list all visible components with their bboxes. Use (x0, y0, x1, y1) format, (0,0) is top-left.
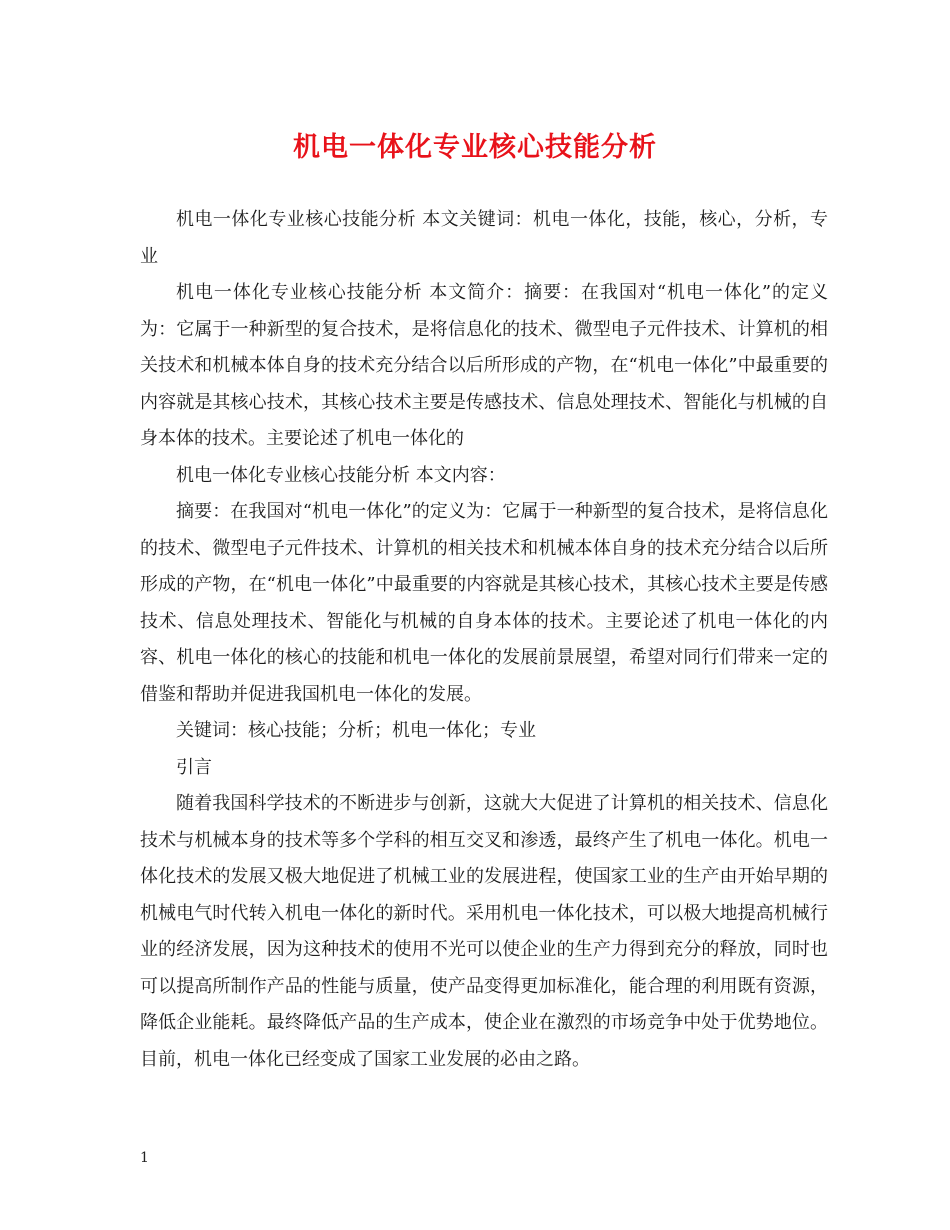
paragraph-summary: 机电一体化专业核心技能分析 本文简介：摘要：在我国对“机电一体化”的定义为：它属于一种新型的复合技术，是将信息化的技术、微型电子元件技术、计算机的相关技术和机械本体自身的技术充分结合以后所形成的产物，在“机电一体化”中最重要的内容就是其核心技术，其核心技术主要是传感技术、信息处理技术、智能化与机械的自身本体的技术。主要论述了机电一体化的 (140, 282, 828, 449)
page-number: 1 (140, 1150, 149, 1166)
document-title: 机电一体化专业核心技能分析 (293, 132, 657, 163)
paragraph-introduction: 随着我国科学技术的不断进步与创新，这就大大促进了计算机的相关技术、信息化技术与机械本身的技术等多个学科的相互交叉和渗透，最终产生了机电一体化。机电一体化技术的发展又极大地促进了机械工业的发展进程，使国家工业的生产由开始早期的机械电气时代转入机电一体化的新时代。采用机电一体化技术，可以极大地提高机械行业的经济发展，因为这种技术的使用不光可以使企业的生产力得到充分的释放，同时也可以提高所制作产品的性能与质量，使产品变得更加标准化，能合理的利用既有资源，降低企业能耗。最终降低产品的生产成本，使企业在激烈的市场竞争中处于优势地位。目前，机电一体化已经变成了国家工业发展的必由之路。 (140, 793, 828, 1070)
paragraph-content-heading: 机电一体化专业核心技能分析 本文内容： (176, 464, 506, 486)
document-body (140, 202, 828, 1078)
paragraph-intro-heading: 引言 (176, 756, 212, 778)
paragraph-abstract: 摘要：在我国对“机电一体化”的定义为：它属于一种新型的复合技术，是将信息化的技术、微型电子元件技术、计算机的相关技术和机械本体自身的技术充分结合以后所形成的产物，在“机电一体化”中最重要的内容就是其核心技术，其核心技术主要是传感技术、信息处理技术、智能化与机械的自身本体的技术。主要论述了机电一体化的内容、机电一体化的核心的技能和机电一体化的发展前景展望，希望对同行们带来一定的借鉴和帮助并促进我国机电一体化的发展。 (140, 501, 828, 705)
paragraph-keywords: 关键词：核心技能；分析；机电一体化；专业 (176, 720, 536, 741)
paragraph-keywords-intro: 机电一体化专业核心技能分析 本文关键词：机电一体化，技能，核心，分析，专业 (140, 209, 828, 267)
